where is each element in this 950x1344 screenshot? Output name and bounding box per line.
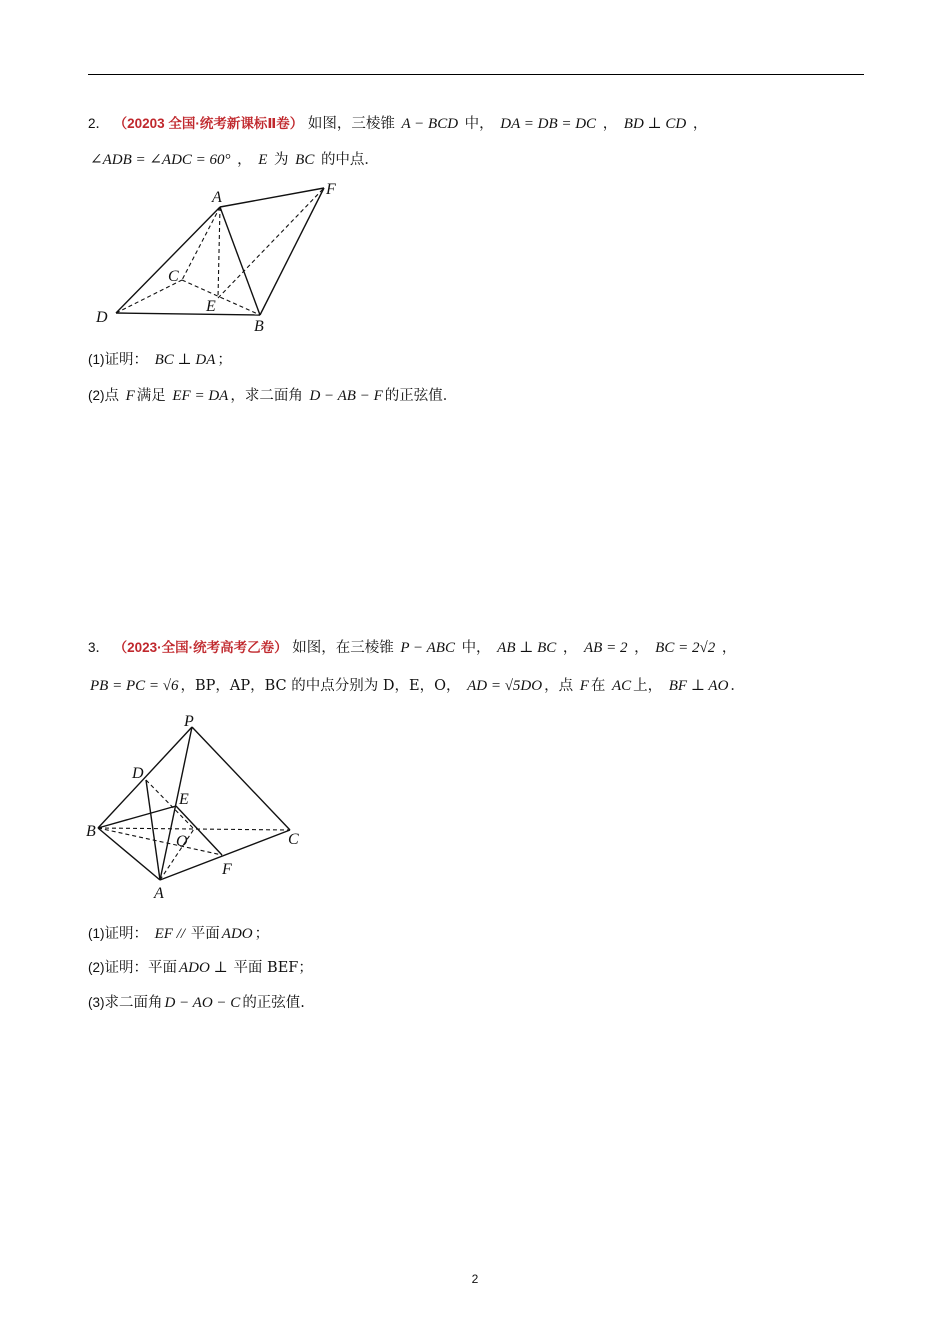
q3-text: ； — [254, 926, 270, 942]
q3-math: AB = 2 — [584, 640, 628, 656]
q3-math: D − AO − C — [164, 995, 241, 1011]
q2-source: （20203 全国·统考新课标Ⅱ卷） — [113, 116, 304, 131]
q3-label-o: O — [176, 833, 188, 850]
q2-stem-line1 — [88, 114, 707, 134]
q3-math: AB ⊥ BC — [497, 640, 557, 656]
q3-stem-line2 — [88, 676, 745, 696]
q3-part1-label: (1) — [88, 926, 105, 941]
q2-label-c: C — [168, 268, 179, 285]
q2-label-a: A — [212, 189, 222, 206]
q2-text: 点 — [104, 388, 119, 404]
q3-text: 中， — [461, 640, 491, 656]
q3-label-e: E — [179, 791, 189, 808]
q2-math: BD ⊥ CD — [623, 116, 687, 132]
q3-part2-label: (2) — [88, 960, 105, 975]
q3-source: （2023·全国·统考高考乙卷） — [113, 640, 288, 655]
q3-text: 证明：平面 — [104, 960, 177, 976]
q2-math: EF = DA — [172, 388, 229, 404]
q3-text: ，BP，AP，BC 的中点分别为 D，E，O， — [180, 678, 461, 694]
q2-text: ； — [217, 352, 232, 368]
q3-part1 — [88, 924, 269, 944]
q2-math: DA = DB = DC — [500, 116, 597, 132]
header-rule — [88, 74, 864, 75]
q3-text: ， — [634, 640, 649, 656]
q2-label-f: F — [326, 181, 336, 198]
q2-part2-label: (2) — [88, 388, 105, 403]
q3-part3-label: (3) — [88, 995, 105, 1010]
q3-math: PB = PC = √6 — [90, 678, 179, 694]
q3-label-d: D — [132, 765, 144, 782]
q2-label-d: D — [96, 309, 108, 326]
page-number: 2 — [471, 1272, 479, 1286]
q2-math: D − AB − F — [309, 388, 383, 404]
q3-text: ，点 — [544, 678, 574, 694]
q3-text: ． — [730, 678, 745, 694]
q2-pyramid-figure — [88, 180, 358, 335]
q2-part2 — [88, 386, 457, 406]
q3-text: 平面 — [190, 926, 220, 942]
q2-text: ， — [692, 116, 708, 132]
q2-part1 — [88, 350, 232, 370]
q3-text: 求二面角 — [104, 995, 163, 1011]
q2-text: 的中点． — [320, 152, 379, 168]
q3-label-f: F — [222, 861, 232, 878]
q3-text: 上， — [633, 678, 663, 694]
q3-math: BF ⊥ AO — [668, 678, 729, 694]
q3-label-p: P — [184, 713, 194, 730]
q3-text: ， — [562, 640, 578, 656]
q3-label-b: B — [86, 823, 96, 840]
q3-math: F — [579, 678, 589, 694]
q2-part1-label: (1) — [88, 352, 105, 367]
q3-text: 证明： — [104, 926, 148, 942]
q2-math: BC — [295, 152, 315, 168]
q2-text: 证明： — [104, 352, 148, 368]
q3-text: ， — [721, 640, 737, 656]
q2-text: 中， — [464, 116, 494, 132]
q2-number: 2． — [88, 116, 110, 131]
q2-text: 的正弦值． — [384, 388, 458, 404]
q3-text: 平面 BEF； — [233, 960, 313, 976]
q2-text: 满足 — [136, 388, 166, 404]
q3-math: AD = √5DO — [467, 678, 543, 694]
q3-math: BC = 2√2 — [655, 640, 716, 656]
q3-text: 在 — [590, 678, 606, 694]
q2-text: 为 — [274, 152, 289, 168]
q3-number: 3． — [88, 640, 110, 655]
q3-math: AC — [611, 678, 632, 694]
q3-math: ADO — [221, 926, 253, 942]
q2-text: 如图，三棱锥 — [307, 116, 395, 132]
q3-text: 的正弦值. — [242, 995, 305, 1011]
q3-part2 — [88, 958, 313, 978]
q2-math: ∠ADB = ∠ADC = 60° — [90, 152, 231, 168]
q3-math: EF // — [154, 926, 189, 942]
q3-text: 如图，在三棱锥 — [292, 640, 394, 656]
q2-math: F — [125, 388, 135, 404]
q3-math: P − ABC — [400, 640, 455, 656]
q2-stem-line2 — [88, 150, 379, 170]
q3-stem-line1 — [88, 638, 736, 658]
q2-math: A − BCD — [401, 116, 459, 132]
q2-math: E — [258, 152, 268, 168]
q2-text: ，求二面角 — [230, 388, 303, 404]
q3-label-a: A — [154, 885, 164, 902]
q2-text: ， — [237, 152, 252, 168]
q2-text: ， — [602, 116, 618, 132]
q3-part3 — [88, 993, 305, 1013]
q3-pyramid-figure — [84, 710, 314, 905]
q2-math: BC ⊥ DA — [154, 352, 216, 368]
q2-label-e: E — [206, 298, 216, 315]
q3-label-c: C — [288, 831, 299, 848]
q3-math: ADO ⊥ — [179, 960, 232, 976]
q2-label-b: B — [254, 318, 264, 335]
